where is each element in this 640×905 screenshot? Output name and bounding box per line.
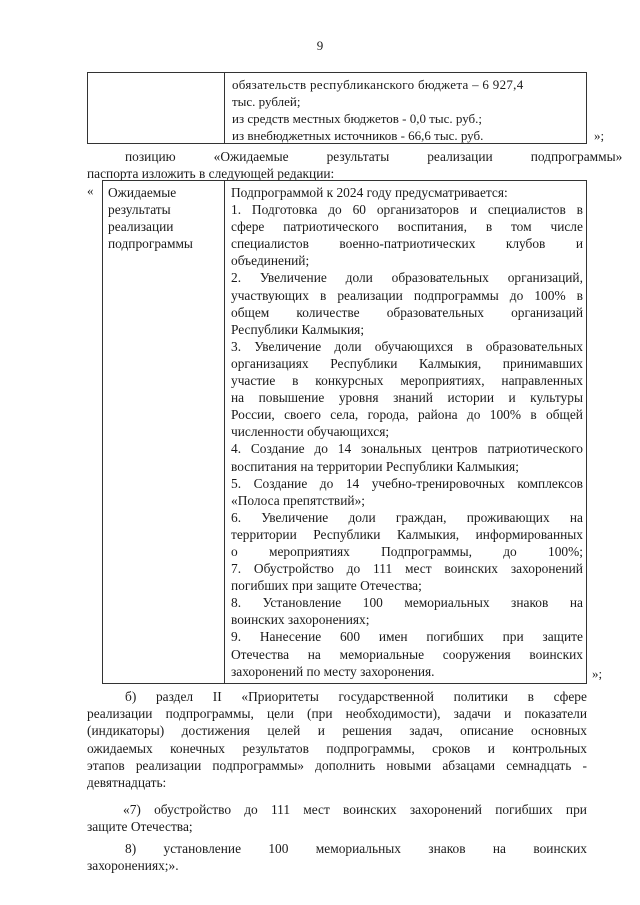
word: подпрограммы» (530, 149, 623, 164)
word: Отечества (231, 646, 290, 662)
word: города, (367, 407, 409, 423)
text-line (87, 757, 587, 774)
word: «7) (123, 802, 141, 818)
content-line: Республики Калмыкия; (231, 321, 365, 337)
word: реализации (427, 149, 493, 164)
word: зональных (360, 441, 422, 457)
word: 3. (231, 338, 242, 354)
word: абзацами (442, 757, 496, 773)
word: до (509, 287, 524, 303)
word: воинских (533, 840, 587, 856)
word: доли (345, 270, 373, 286)
content-line (231, 218, 583, 235)
word: - (582, 757, 587, 773)
intro-paragraph (87, 148, 623, 182)
text-line (87, 688, 587, 705)
word: образовательных (391, 270, 489, 286)
word: центров (431, 441, 478, 457)
word: 111 (373, 561, 393, 577)
word: на (307, 646, 321, 662)
word: захоронений (409, 802, 482, 818)
word: 600 (339, 629, 361, 645)
content-line: воинских захоронениях; (231, 612, 370, 628)
content-line: воспитания на территории Республики Калмыкия; (231, 458, 519, 474)
word: 60 (352, 202, 366, 218)
word: военно-патриотических (339, 236, 476, 252)
label-line: реализации (108, 219, 174, 234)
word: 100 (362, 595, 383, 611)
text-line (87, 840, 587, 857)
word: участвующих (231, 287, 309, 303)
content-line (231, 201, 583, 218)
text-line (87, 740, 587, 757)
word: необходимости), (345, 706, 441, 722)
word: сфере (231, 219, 265, 235)
word: в (292, 373, 299, 389)
word: числе (550, 219, 583, 235)
word: и (317, 723, 325, 739)
content-line (231, 594, 583, 611)
amendment-text (87, 688, 587, 874)
word: в (576, 202, 583, 218)
word: на (569, 509, 583, 525)
word: о (231, 543, 238, 559)
word: описание (460, 723, 514, 739)
word: 7. (231, 561, 242, 577)
word: (при (307, 706, 333, 722)
word: раздел (155, 689, 194, 704)
word: до (346, 561, 361, 577)
word: Нанесение (259, 629, 322, 645)
word: на (492, 840, 507, 856)
word: знаков (428, 840, 466, 856)
word: (индикаторы) (87, 723, 165, 739)
funding-line: из средств местных бюджетов - 0,0 тыс. руб.; (232, 111, 483, 126)
word: 8. (231, 595, 242, 611)
word: и (469, 202, 477, 218)
word: «Ожидаемые (213, 149, 289, 164)
word: основных (530, 723, 587, 739)
word: мероприятиях (268, 543, 350, 559)
word: специалистов (231, 236, 309, 252)
word: подпрограммы, (165, 706, 254, 722)
word: организаций, (507, 270, 583, 286)
word: образовательных (386, 304, 484, 320)
word: сооружения (442, 646, 511, 662)
word: клубов (505, 236, 546, 252)
word: 100%; (548, 543, 583, 559)
word: целей (267, 723, 301, 739)
word: до (328, 202, 342, 218)
label-line: подпрограммы (108, 236, 193, 251)
word: государственной (338, 689, 434, 704)
word: Создание (250, 441, 305, 457)
word: в (466, 338, 473, 354)
word: мемориальные (339, 646, 425, 662)
word: цели (266, 706, 294, 722)
word: подпрограммы (413, 287, 499, 303)
word: в (485, 219, 493, 235)
paragraph-item-8 (87, 840, 587, 874)
row-content (231, 184, 583, 680)
word: на (569, 595, 583, 611)
content-line: численности обучающихся; (231, 424, 390, 440)
word: 100% (489, 407, 522, 423)
word: и (508, 390, 516, 406)
word: до (503, 543, 517, 559)
word: и (487, 740, 495, 756)
word: мемориальных (315, 840, 401, 856)
word: села, (330, 407, 359, 423)
word: до (244, 802, 258, 818)
word: доли (334, 338, 362, 354)
word: граждан, (395, 509, 447, 525)
word: 111 (270, 802, 291, 818)
word: подпрограммы» (212, 757, 305, 773)
word: показатели (524, 706, 587, 722)
word: мероприятиях, (400, 373, 485, 389)
word: доли (348, 509, 376, 525)
word: «Приоритеты (241, 689, 319, 704)
word: семнадцать (506, 757, 572, 773)
word: 14 (337, 441, 352, 457)
table-divider (224, 73, 225, 143)
expected-results-table (102, 180, 587, 684)
word: результатов (242, 740, 309, 756)
row-label (108, 184, 220, 252)
content-line (231, 269, 583, 286)
word: решения (342, 723, 392, 739)
word: общем (231, 304, 270, 320)
word: 8) (125, 840, 137, 856)
word: ожидаемых (87, 740, 153, 756)
content-line: объединений; (231, 253, 310, 269)
word: территории (231, 526, 297, 542)
text-line: захоронениях;». (87, 857, 179, 873)
content-line (231, 355, 583, 372)
word: погибших (495, 802, 553, 818)
word: 5. (231, 475, 242, 491)
closing-quote: »; (594, 128, 605, 143)
word: Республики (330, 355, 398, 371)
word: сфере (553, 689, 587, 704)
funding-line: тыс. рублей; (232, 94, 301, 109)
word: новыми (386, 757, 432, 773)
word: 6. (231, 509, 242, 525)
word: Калмыкия, (396, 526, 460, 542)
word: Подготовка (251, 202, 318, 218)
word: реализации (337, 287, 403, 303)
text-line: девятнадцать: (87, 775, 167, 791)
word: мест (405, 561, 432, 577)
word: установление (163, 840, 242, 856)
word: контрольных (512, 740, 587, 756)
content-line (231, 526, 583, 543)
word: культуры (530, 390, 583, 406)
content-line: Подпрограммой к 2024 году предусматривается: (231, 185, 508, 200)
word: обустройство (154, 802, 232, 818)
funding-line: из внебюджетных источников - 66,6 тыс. руб. (232, 128, 484, 143)
table-divider (224, 181, 225, 683)
word: этапов (87, 757, 125, 773)
word: том (511, 219, 532, 235)
word: информированных (475, 526, 583, 542)
word: 4. (231, 441, 242, 457)
paragraph-section-b (87, 688, 587, 791)
word: направленных (501, 373, 583, 389)
word: обучающихся (374, 338, 454, 354)
word: задач, (409, 723, 443, 739)
word: сроков (432, 740, 471, 756)
word: Калмыкия, (419, 355, 482, 371)
content-line (231, 440, 583, 457)
word: района (417, 407, 458, 423)
word: 14 (345, 475, 360, 491)
word: в (576, 287, 583, 303)
word: организаций (511, 304, 583, 320)
word: 9. (231, 629, 242, 645)
word: специалистов (487, 202, 566, 218)
paragraph-item-7 (87, 801, 587, 835)
word: повышение (258, 390, 325, 406)
text-line (87, 722, 587, 739)
word: при (565, 802, 587, 818)
word: защите (542, 629, 583, 645)
text-line: защите Отечества; (87, 819, 193, 835)
content-line (231, 406, 583, 423)
intro-line (87, 148, 623, 165)
closing-quote: »; (592, 666, 603, 681)
word: России, (231, 407, 275, 423)
word: конечных (170, 740, 225, 756)
word: 2. (231, 270, 242, 286)
content-line (231, 235, 583, 252)
content-line (231, 287, 583, 304)
word: проживающих (466, 509, 550, 525)
word: имен (378, 629, 408, 645)
word: патриотического (283, 219, 379, 235)
content-line: захоронений по месту захоронения. (231, 663, 435, 679)
content-line (231, 372, 583, 389)
content-line (231, 646, 583, 663)
word: своего (284, 407, 321, 423)
word: организациях (231, 355, 309, 371)
word: до (319, 475, 334, 491)
word: и (575, 236, 583, 252)
word: при (502, 629, 524, 645)
word: достижения (181, 723, 250, 739)
word: истории (447, 390, 494, 406)
word: мемориальных (404, 595, 490, 611)
word: воспитания, (397, 219, 467, 235)
intro-line: паспорта изложить в следующей редакции: (87, 166, 335, 181)
word: Обустройство (253, 561, 334, 577)
word: погибших (426, 629, 484, 645)
content-line: погибших при защите Отечества; (231, 578, 422, 594)
word: до (314, 441, 328, 457)
word: II (212, 689, 222, 704)
label-line: результаты (108, 202, 171, 217)
word: 100% (534, 287, 566, 303)
label-line: Ожидаемые (108, 185, 177, 200)
word: реализации (135, 757, 202, 773)
word: принимавших (502, 355, 583, 371)
word: воинских (444, 561, 498, 577)
word: учебно-тренировочных (371, 475, 505, 491)
word: мест (303, 802, 330, 818)
word: дополнить (315, 757, 376, 773)
word: позицию (125, 149, 176, 164)
content-line (231, 543, 583, 560)
word: б) (125, 689, 137, 704)
word: Увеличение (254, 338, 322, 354)
word: задачи (453, 706, 491, 722)
word: знаков (511, 595, 549, 611)
word: захоронений (510, 561, 583, 577)
word: Установление (262, 595, 342, 611)
content-line (231, 560, 583, 577)
word: 100 (268, 840, 289, 856)
word: общей (546, 407, 583, 423)
word: уровня (338, 390, 379, 406)
word: Увеличение (261, 509, 329, 525)
content-line (231, 475, 583, 492)
word: и (504, 706, 512, 722)
content-line (231, 389, 583, 406)
word: Подпрограммы, (381, 543, 472, 559)
word: в (527, 689, 534, 704)
word: воинских (529, 646, 583, 662)
word: участие (231, 373, 276, 389)
content-line (231, 338, 583, 355)
page-number: 9 (316, 38, 324, 53)
funding-cell (232, 76, 582, 144)
word: до (466, 407, 481, 423)
word: образовательных (485, 338, 583, 354)
word: патриотического (487, 441, 583, 457)
opening-quote: « (87, 183, 94, 198)
word: конкурсных (315, 373, 384, 389)
content-line (231, 628, 583, 645)
text-line (87, 705, 587, 722)
word: количестве (296, 304, 360, 320)
word: подпрограммы, (326, 740, 415, 756)
word: Увеличение (259, 270, 327, 286)
word: комплексов (517, 475, 583, 491)
word: на (231, 390, 245, 406)
word: результаты (326, 149, 390, 164)
word: 1. (231, 202, 242, 218)
word: знаний (393, 390, 433, 406)
table-top-fragment (87, 72, 587, 144)
word: Создание (253, 475, 308, 491)
word: политики (453, 689, 508, 704)
word: воинских (343, 802, 397, 818)
content-line: «Полоса препятствий»; (231, 492, 366, 508)
word: организаторов (376, 202, 459, 218)
word: реализации (87, 706, 153, 722)
funding-line: обязательств республиканского бюджета – 6 927,4 (232, 77, 524, 92)
word: Республики (313, 526, 381, 542)
content-line (231, 304, 583, 321)
text-line (87, 801, 587, 818)
word: в (319, 287, 327, 303)
content-line (231, 509, 583, 526)
word: в (530, 407, 537, 423)
